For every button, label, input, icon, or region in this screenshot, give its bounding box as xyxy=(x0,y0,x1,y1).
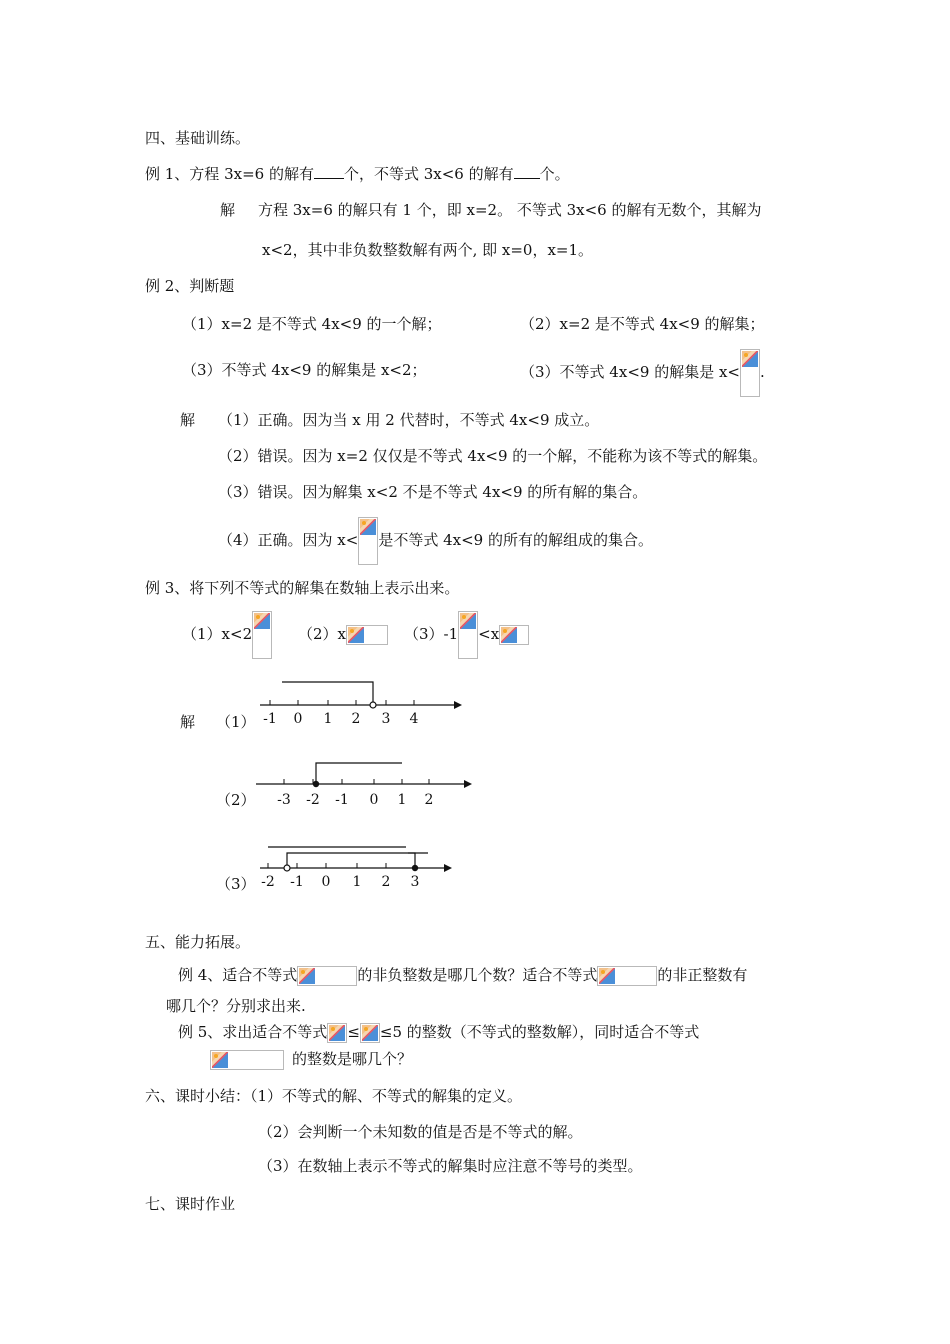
answer-blank-2 xyxy=(514,164,540,179)
example-1-question xyxy=(145,164,570,184)
tick-label: 1 xyxy=(397,792,407,808)
example-2-answer-3: （3）错误。因为解集 x<2 不是不等式 4x<9 的所有解的集合。 xyxy=(218,483,648,501)
example-3-problem-3-text: （3）-1 xyxy=(404,625,459,643)
tick-label: 0 xyxy=(293,711,303,727)
answer-blank-1 xyxy=(314,164,344,179)
number-line-3 xyxy=(258,840,458,892)
tick-label: 2 xyxy=(351,711,361,727)
axis-arrow xyxy=(444,864,452,872)
example-5-line-1 xyxy=(178,1020,699,1044)
formula-image-placeholder xyxy=(360,1023,380,1043)
axis-arrow xyxy=(464,780,472,788)
section-5-title: 五、能力拓展。 xyxy=(145,933,251,951)
example-3-problem-3 xyxy=(404,610,529,659)
example-1-answer-label: 解 xyxy=(220,201,236,219)
solution-bracket xyxy=(287,853,415,866)
example-2-item-4 xyxy=(520,348,765,397)
formula-image-placeholder xyxy=(458,611,478,659)
broken-image-icon xyxy=(348,627,364,643)
tick-label: 3 xyxy=(410,874,420,890)
example-5-text-d: 的整数是哪几个？ xyxy=(292,1050,413,1068)
broken-image-icon xyxy=(299,968,315,984)
example-2-answer-4-text: （4）正确。因为 x< xyxy=(218,531,359,549)
formula-image-placeholder xyxy=(499,625,529,645)
section-6-summary-1: 六、课时小结：（1）不等式的解、不等式的解集的定义。 xyxy=(145,1087,523,1105)
example-4-line-2: 哪几个？分别求出来. xyxy=(166,997,306,1015)
example-5-text-b: ≤ xyxy=(347,1023,360,1041)
broken-image-icon xyxy=(360,519,376,535)
tick-label: -3 xyxy=(277,792,291,808)
number-line-1-label: （1） xyxy=(216,713,256,731)
example-5-text-c: ≤5 的整数（不等式的整数解），同时适合不等式 xyxy=(379,1023,700,1041)
example-2-item-4-text: （3）不等式 4x<9 的解集是 x< xyxy=(520,363,740,381)
broken-image-icon xyxy=(742,351,758,367)
example-2-item-2: （2）x=2 是不等式 4x<9 的解集； xyxy=(520,315,765,333)
example-2-answer-1: （1）正确。因为当 x 用 2 代替时，不等式 4x<9 成立。 xyxy=(218,411,600,429)
example-3-problem-2 xyxy=(298,624,388,645)
example-2-answer-2: （2）错误。因为 x=2 仅仅是不等式 4x<9 的一个解，不能称为该不等式的解集。 xyxy=(218,447,768,465)
example-2-item-4-end: . xyxy=(760,363,765,381)
example-3-problem-1 xyxy=(182,610,272,659)
tick-label: -1 xyxy=(263,711,277,727)
example-1-text-b: 个，不等式 3x<6 的解有 xyxy=(343,165,514,183)
formula-image-placeholder xyxy=(597,966,657,986)
formula-image-placeholder xyxy=(358,517,378,565)
broken-image-icon xyxy=(254,613,270,629)
tick-label: -1 xyxy=(335,792,349,808)
closed-endpoint xyxy=(412,865,418,871)
axis-arrow xyxy=(454,701,462,709)
broken-image-icon xyxy=(329,1025,345,1041)
section-6-summary-2: （2）会判断一个未知数的值是否是不等式的解。 xyxy=(258,1123,583,1141)
example-2-item-1: （1）x=2 是不等式 4x<9 的一个解； xyxy=(182,315,442,333)
tick-label: -2 xyxy=(306,792,320,808)
example-2-item-3: （3）不等式 4x<9 的解集是 x<2； xyxy=(182,361,427,379)
example-3-answer-label: 解 xyxy=(180,713,196,731)
formula-image-placeholder xyxy=(252,611,272,659)
open-endpoint xyxy=(284,865,290,871)
broken-image-icon xyxy=(212,1052,228,1068)
tick-label: -1 xyxy=(290,874,304,890)
example-2-title: 例 2、判断题 xyxy=(145,277,235,295)
tick-label: -2 xyxy=(261,874,275,890)
tick-label: 2 xyxy=(381,874,391,890)
section-7-title: 七、课时作业 xyxy=(145,1195,236,1213)
tick-label: 3 xyxy=(381,711,391,727)
example-4-text-b: 的非负整数是哪几个数？适合不等式 xyxy=(357,966,598,984)
solution-bracket xyxy=(316,763,402,782)
formula-image-placeholder xyxy=(210,1050,284,1070)
number-line-1 xyxy=(258,670,468,730)
formula-image-placeholder xyxy=(346,625,388,645)
example-3-title: 例 3、将下列不等式的解集在数轴上表示出来。 xyxy=(145,579,460,597)
example-4-line-1 xyxy=(178,963,747,987)
tick-label: 0 xyxy=(369,792,379,808)
section-4-title: 四、基础训练。 xyxy=(145,129,251,147)
axis-ticks xyxy=(270,700,414,705)
tick-label: 1 xyxy=(352,874,362,890)
number-line-2-label: （2） xyxy=(216,791,256,809)
number-line-3-label: （3） xyxy=(216,875,256,893)
tick-label: 4 xyxy=(409,711,419,727)
formula-image-placeholder xyxy=(297,966,357,986)
example-2-answer-4 xyxy=(218,516,653,565)
tick-label: 2 xyxy=(424,792,434,808)
example-3-problem-2-text: （2）x xyxy=(298,625,347,643)
example-4-text-c: 的非正整数有 xyxy=(657,966,748,984)
example-2-answer-label: 解 xyxy=(180,411,196,429)
example-4-text-a: 例 4、适合不等式 xyxy=(178,966,298,984)
example-1-text-a: 例 1、方程 3x=6 的解有 xyxy=(145,165,314,183)
broken-image-icon xyxy=(460,613,476,629)
example-5-line-2 xyxy=(210,1047,412,1071)
broken-image-icon xyxy=(599,968,615,984)
section-6-summary-3: （3）在数轴上表示不等式的解集时应注意不等号的类型。 xyxy=(258,1157,643,1175)
broken-image-icon xyxy=(501,627,517,643)
axis-ticks xyxy=(284,779,429,784)
tick-label: 0 xyxy=(321,874,331,890)
example-2-answer-4-end: 是不等式 4x<9 的所有的解组成的集合。 xyxy=(378,531,653,549)
example-3-problem-1-text: （1）x<2 xyxy=(182,625,253,643)
example-1-answer-line-1: 方程 3x=6 的解只有 1 个，即 x=2。 不等式 3x<6 的解有无数个，其解为 xyxy=(258,201,762,219)
example-3-problem-3-mid: <x xyxy=(478,625,500,643)
formula-image-placeholder xyxy=(327,1023,347,1043)
open-endpoint xyxy=(370,702,376,708)
number-line-2 xyxy=(254,758,476,810)
example-5-text-a: 例 5、求出适合不等式 xyxy=(178,1023,328,1041)
example-1-text-c: 个。 xyxy=(539,165,570,183)
example-1-answer-line-2: x<2，其中非负数整数解有两个, 即 x=0，x=1。 xyxy=(262,241,594,259)
solution-bracket xyxy=(282,682,373,702)
closed-endpoint xyxy=(313,781,319,787)
formula-image-placeholder xyxy=(740,349,760,397)
tick-label: 1 xyxy=(323,711,333,727)
broken-image-icon xyxy=(362,1025,378,1041)
